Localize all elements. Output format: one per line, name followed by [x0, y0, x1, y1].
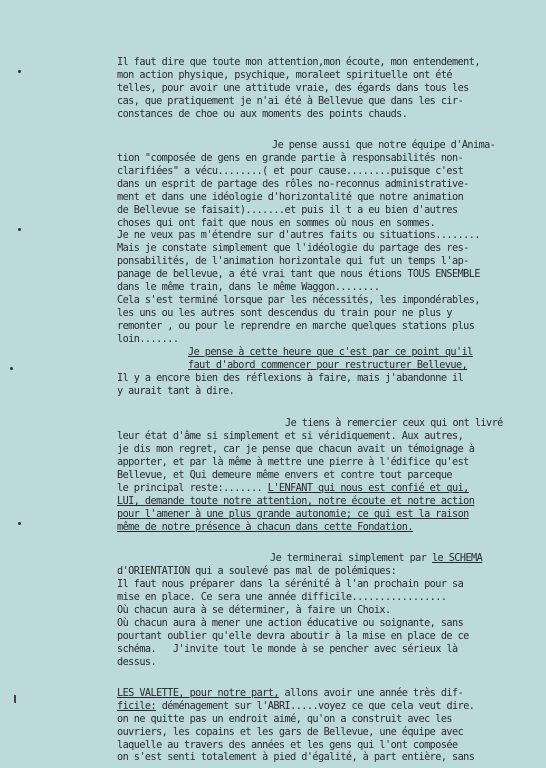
text-line: Je pense aussi que notre équipe d'Anima- — [272, 140, 496, 151]
text-line — [270, 553, 482, 565]
text-line: tion "composée de gens en grande partie à responsabilités non- — [117, 153, 464, 164]
text-line: Il faut nous préparer dans la sérénité à l'an prochain pour sa — [117, 579, 464, 590]
text-line-underlined: faut d'abord commencer pour restructurer Bellevue, — [188, 360, 468, 371]
text-line — [117, 701, 474, 713]
text-line: ponsabilités, de l'animation horizontale qui fut un temps l'ap- — [117, 256, 469, 267]
hole-punch-mark — [18, 228, 21, 231]
text-line — [117, 483, 469, 495]
hole-punch-mark — [18, 70, 21, 73]
text-line: cas, que pratiquement je n'ai été à Bellevue que dans les cir- — [117, 96, 464, 107]
text-fragment-underlined: ficile: — [117, 701, 157, 712]
text-line: on s'est senti totalement à pied d'égalité, à part entière, sans — [117, 752, 475, 763]
text-fragment: schéma. — [117, 644, 157, 655]
text-line-underlined: même de notre présence à chacun dans cette Fondation. — [117, 522, 413, 533]
text-line: mon action physique, psychique, moraleet spirituelle ont été — [117, 70, 453, 81]
text-fragment: allons avoir une année très dif- — [284, 688, 464, 699]
margin-mark — [14, 695, 16, 703]
text-line: clarifiées" a vécu........( et pour cause........puisque c'est — [117, 166, 464, 177]
text-line — [117, 688, 463, 700]
text-line-underlined: Je pense à cette heure que c'est par ce point qu'il — [188, 347, 473, 358]
text-line-underlined: LUI, demande toute notre attention, notre écoute et notre action — [117, 496, 475, 507]
text-fragment: J'invite tout le monde à se pencher avec sérieux là — [172, 644, 458, 655]
text-fragment: déménagement sur l'ABRI.....voyez ce que cela veut dire. — [161, 701, 475, 712]
hole-punch-mark — [18, 522, 21, 525]
text-line: choses qui ont fait que nous en sommes où nous en sommes. — [117, 218, 436, 229]
text-line: d'ORIENTATION qui a soulevé pas mal de polémiques: — [117, 566, 397, 577]
text-line: les uns ou les autres sont descendus du train pour ne plus y — [117, 308, 453, 319]
text-fragment-underlined: le SCHEMA — [431, 553, 483, 564]
text-line: apporter, et par là même à mettre une pierre à l'édifice qu'est — [117, 457, 469, 468]
text-fragment: Je terminerai simplement par — [270, 553, 427, 564]
text-line: laquelle au travers des années et les gens qui l'ont composée — [117, 740, 458, 751]
text-line: loin....... — [117, 334, 179, 345]
text-fragment-underlined: LES VALETTE, pour notre part, — [117, 688, 279, 699]
text-line: constances de choe ou aux moments des points chauds. — [117, 109, 408, 120]
text-line: Je tiens à remercier ceux qui ont livré — [285, 418, 503, 429]
text-line: Il faut dire que toute mon attention,mon écoute, mon entendement, — [117, 57, 480, 68]
text-line: leur état d'âme si simplement et si véridiquement. Aux autres, — [117, 431, 464, 442]
text-line: je dis mon regret, car je pense que chacun avait un témoignage à — [117, 444, 475, 455]
text-line: Il y a encore bien des réflexions à faire, mais j'abandonne il — [117, 373, 464, 384]
text-line: de Bellevue se faisait).......et puis il t a eu bien d'autres — [117, 205, 458, 216]
text-line: pourtant oublier qu'elle devra aboutir à la mise en place de ce — [117, 631, 469, 642]
text-line: Mais je constate simplement que l'idéologie du partage des res- — [117, 243, 469, 254]
text-line-underlined: pour l'amener à une plus grande autonomie; ce qui est la raison — [117, 509, 469, 520]
text-line — [117, 644, 458, 656]
text-line: on ne quitte pas un endroit aimé, qu'on a construit avec les — [117, 714, 453, 725]
text-line: panage de bellevue, a été vrai tant que nous étions TOUS ENSEMBLE — [117, 269, 480, 280]
text-line: mise en place. Ce sera une année difficile................. — [117, 592, 447, 603]
text-line: Bellevue, et Qui demeure même envers et contre tout parceque — [117, 470, 453, 481]
text-line: y aurait tant à dire. — [117, 386, 235, 397]
text-fragment: le principal reste:....... — [117, 483, 263, 494]
text-line: remonter , ou pour le reprendre en marche quelques stations plus — [117, 321, 475, 332]
text-line: dans un esprit de partage des rôles no-reconnus administrative- — [117, 179, 469, 190]
hole-punch-mark — [10, 367, 13, 370]
text-line: Je ne veux pas m'étendre sur d'autres faits ou situations........ — [117, 230, 480, 241]
text-line: telles, pour avoir une attitude vraie, des égards dans tous les — [117, 83, 469, 94]
text-line: Où chacun aura à mener une action éducative ou soignante, sans — [117, 618, 464, 629]
text-line: ment et dans une idéologie d'horizontalité que notre animation — [117, 192, 464, 203]
text-fragment-underlined: L'ENFANT qui nous est confié et qui, — [267, 483, 469, 494]
text-line: dans le même train, dans le même Waggon........ — [117, 282, 380, 293]
text-line: Où chacun aura à se déterminer, à faire un Choix. — [117, 605, 391, 616]
text-line: dessus. — [117, 657, 157, 668]
text-line: Cela s'est terminé lorsque par les nécessités, les impondérables, — [117, 295, 480, 306]
text-line: ouvriers, les copains et les gars de Bellevue, une équipe avec — [117, 727, 464, 738]
